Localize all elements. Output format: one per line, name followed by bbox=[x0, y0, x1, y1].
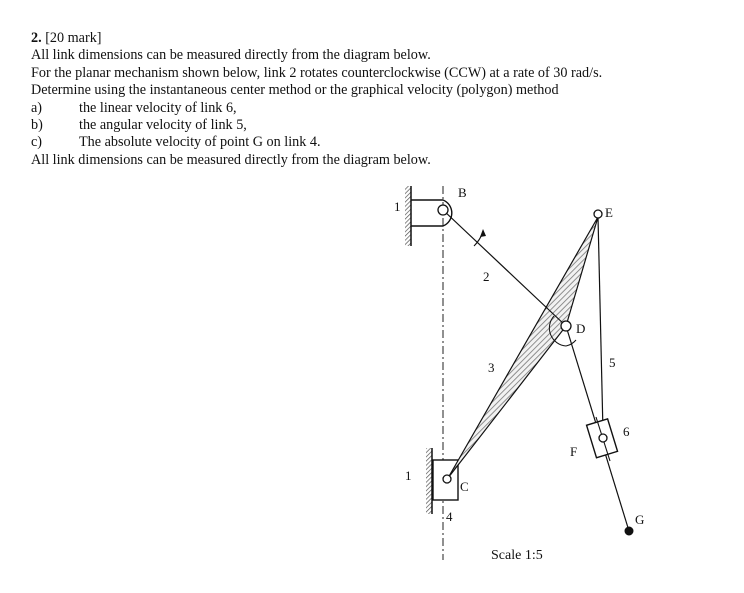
joint-B bbox=[438, 205, 448, 215]
label-ground-top: 1 bbox=[394, 199, 401, 214]
link-5 bbox=[598, 217, 603, 432]
label-link-6: 6 bbox=[623, 424, 630, 439]
joint-D bbox=[561, 321, 571, 331]
part-text: the linear velocity of link 6, bbox=[79, 99, 237, 116]
task-line: Determine using the instantaneous center method or the graphical velocity (polygon) method bbox=[31, 82, 559, 99]
label-D: D bbox=[576, 321, 586, 336]
label-link-2: 2 bbox=[483, 269, 490, 284]
label-F: F bbox=[570, 444, 578, 459]
ground-hatch-bottom bbox=[426, 448, 432, 514]
closing-line: All link dimensions can be measured directly from the diagram below. bbox=[31, 151, 431, 168]
label-C: C bbox=[460, 479, 469, 494]
label-link-4: 4 bbox=[446, 509, 453, 524]
joint-6 bbox=[599, 434, 607, 442]
ground-hatch-top bbox=[405, 186, 411, 246]
question-marks: [20 mark] bbox=[45, 30, 102, 46]
label-E: E bbox=[605, 205, 613, 220]
label-link-3: 3 bbox=[488, 360, 495, 375]
scale-label: Scale 1:5 bbox=[491, 548, 543, 563]
link-3-triangle bbox=[448, 217, 598, 478]
question-number: 2. bbox=[31, 30, 42, 46]
statement-line: For the planar mechanism shown below, link 2 rotates counterclockwise (CCW) at a rate of 30 rad/s. bbox=[31, 64, 603, 81]
label-B: B bbox=[458, 185, 467, 200]
intro-line: All link dimensions can be measured directly from the diagram below. bbox=[31, 47, 431, 64]
joint-C bbox=[443, 475, 451, 483]
label-link-5: 5 bbox=[609, 355, 616, 370]
rotation-arrowhead bbox=[480, 229, 486, 237]
point-G bbox=[625, 527, 633, 535]
part-label: b) bbox=[31, 117, 43, 134]
label-G: G bbox=[635, 512, 645, 527]
part-label: c) bbox=[31, 134, 43, 151]
joint-E bbox=[594, 210, 602, 218]
part-label: a) bbox=[31, 99, 43, 116]
part-text: the angular velocity of link 5, bbox=[79, 117, 247, 134]
label-ground-bottom: 1 bbox=[405, 468, 412, 483]
link-2-crank bbox=[443, 210, 566, 326]
part-text: The absolute velocity of point G on link 4. bbox=[79, 134, 321, 151]
